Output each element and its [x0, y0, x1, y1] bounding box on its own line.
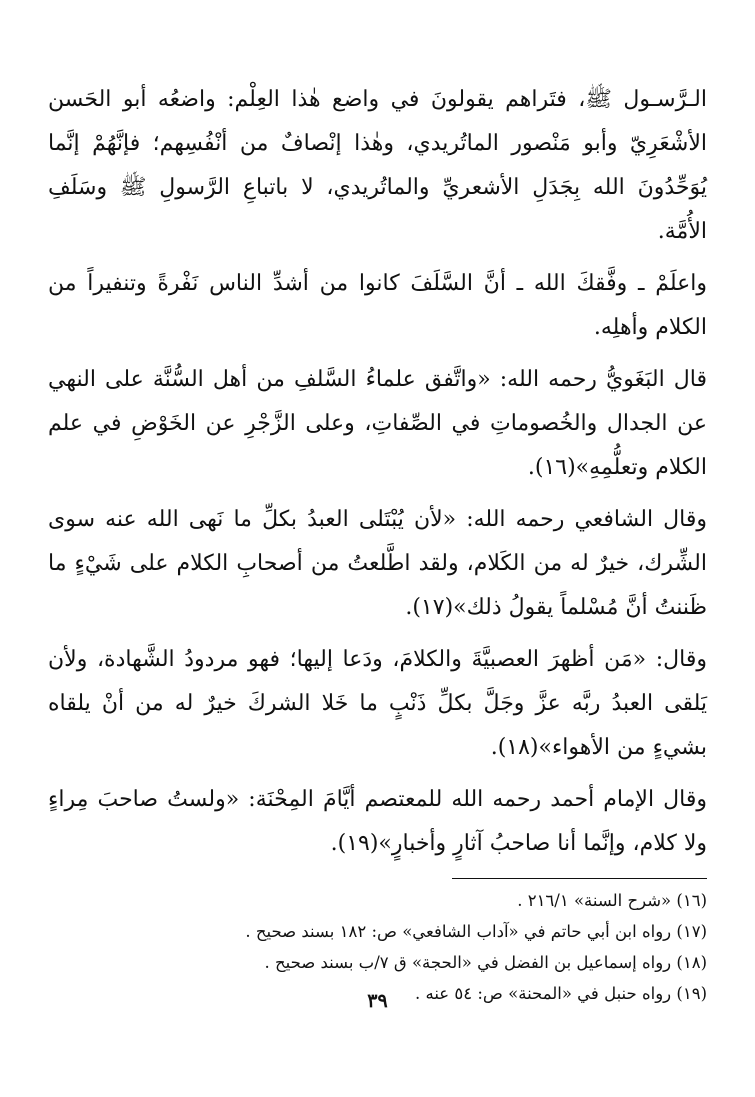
- paragraph-2: واعلَمْ ـ وفَّقكَ الله ـ أنَّ السَّلَفَ كانوا من أشدِّ الناس نَفْرةً وتنفيراً من الكلام وأهلِه.: [48, 271, 707, 340]
- paragraph-1: الـرَّسـول ﷺ، فتَراهم يقولونَ في واضع هٰذا العِلْم: واضعُه أبو الحَسن الأشْعَرِيّ وأبو مَنْصور الماتُريدي، وهٰذا إنْصافٌ من أنْفُسِهم؛ فإنَّهُمْ إنَّما يُوَحِّدُونَ الله بِجَدَلِ الأشعريِّ والماتُريدي، لا باتباعِ الرَّسولِ ﷺ وسَلَفِ الأُمَّة.: [48, 87, 707, 244]
- footnote-16: (١٦) «شرح السنة» ٢١٦/١ .: [517, 891, 707, 910]
- footnote-separator: [452, 878, 707, 879]
- footnote-18: (١٨) رواه إسماعيل بن الفضل في «الحجة» ق ٧/ب بسند صحيح .: [264, 953, 707, 972]
- main-text: [48, 78, 707, 866]
- paragraph-5: وقال: «مَن أظهرَ العصبيَّةَ والكلامَ، ودَعا إليها؛ فهو مردودُ الشَّهادة، ولأن يَلقى العبدُ ربَّه عزَّ وجَلَّ بكلِّ ذَنْبٍ ما خَلا الشركَ خيرٌ له من أنْ يلقاه بشيءٍ من الأهواء»(١٨).: [48, 647, 707, 760]
- paragraph-6: وقال الإمام أحمد رحمه الله للمعتصم أيَّامَ المِحْنَة: «ولستُ صاحبَ مِراءٍ ولا كلام، وإنَّما أنا صاحبُ آثارٍ وأخبارٍ»(١٩).: [48, 787, 707, 856]
- paragraph-4: وقال الشافعي رحمه الله: «لأن يُبْتَلى العبدُ بكلِّ ما نَهى الله عنه سوى الشِّرك، خيرٌ له من الكَلام، ولقد اطَّلعتُ من أصحابِ الكلام على شَيْءٍ ما ظَننتُ أنَّ مُسْلماً يقولُ ذلك»(١٧).: [48, 507, 707, 620]
- footnote-19: (١٩) رواه حنبل في «المحنة» ص: ٥٤ عنه .: [414, 984, 707, 1003]
- footnote-17: (١٧) رواه ابن أبي حاتم في «آداب الشافعي» ص: ١٨٢ بسند صحيح .: [245, 922, 707, 941]
- paragraph-3: قال البَغَويُّ رحمه الله: «واتَّفق علماءُ السَّلفِ من أهل السُّنَّة على النهي عن الجدال والخُصوماتِ في الصِّفاتِ، وعلى الزَّجْرِ عن الخَوْضِ في علم الكلام وتعلُّمِهِ»(١٦).: [48, 367, 707, 480]
- page-number: ٣٩: [367, 990, 388, 1012]
